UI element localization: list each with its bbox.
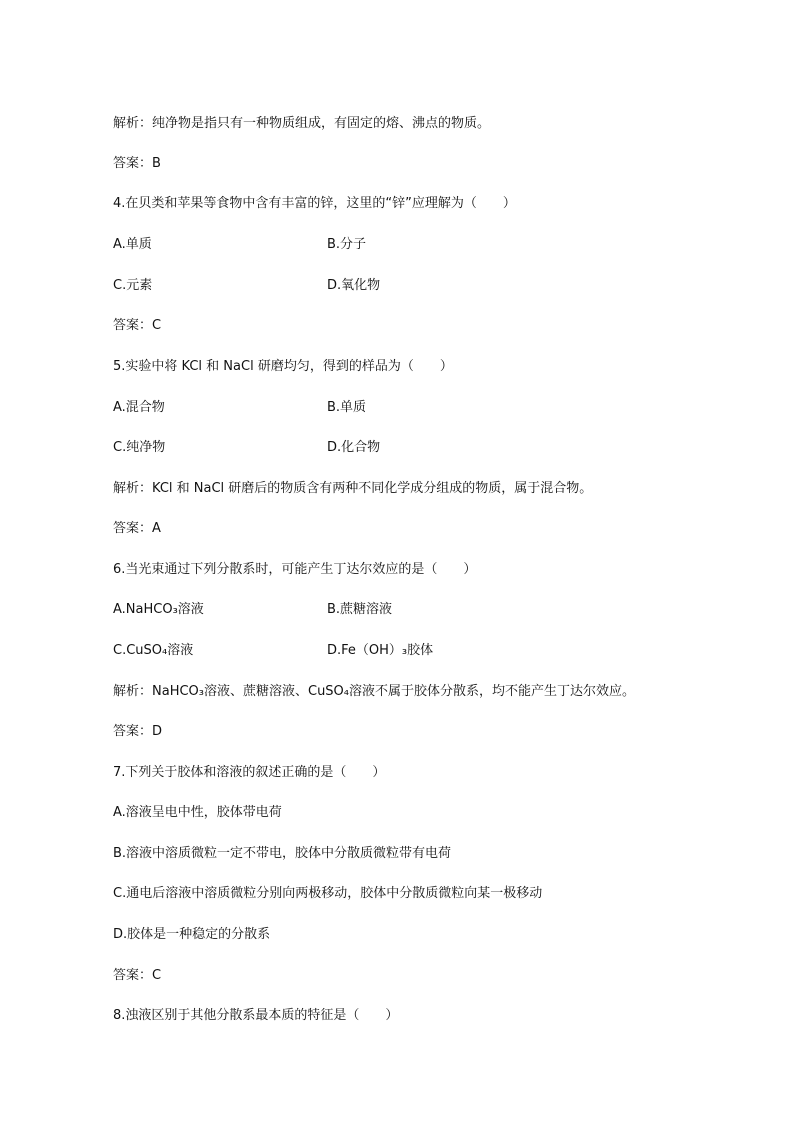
q7-option-d: D.胶体是一种稳定的分散系 [113, 927, 271, 942]
q4-option-c: C.元素 [113, 278, 153, 293]
q4-stem: 4.在贝类和苹果等食物中含有丰富的锌，这里的“锌”应理解为（ ） [113, 196, 516, 211]
q4-option-b: B.分子 [327, 237, 367, 252]
q6-option-c: C.CuSO₄溶液 [113, 643, 194, 658]
q6-option-a: A.NaHCO₃溶液 [113, 602, 204, 617]
q7-answer: 答案：C [113, 968, 162, 983]
q6-option-d: D.Fe（OH）₃胶体 [327, 643, 434, 658]
q5-option-c: C.纯净物 [113, 440, 166, 455]
q3-answer: 答案：B [113, 156, 161, 171]
q6-stem: 6.当光束通过下列分散系时，可能产生丁达尔效应的是（ ） [113, 562, 477, 577]
q5-answer: 答案：A [113, 521, 161, 536]
q4-option-d: D.氧化物 [327, 278, 381, 293]
q6-explanation: 解析：NaHCO₃溶液、蔗糖溶液、CuSO₄溶液不属于胶体分散系，均不能产生丁达尔效应。 [113, 684, 635, 699]
q5-option-a: A.混合物 [113, 400, 165, 415]
q7-option-c: C.通电后溶液中溶质微粒分别向两极移动，胶体中分散质微粒向某一极移动 [113, 886, 543, 901]
q5-stem: 5.实验中将 KCl 和 NaCl 研磨均匀，得到的样品为（ ） [113, 359, 453, 374]
q4-option-a: A.单质 [113, 237, 152, 252]
q5-explanation: 解析：KCl 和 NaCl 研磨后的物质含有两种不同化学成分组成的物质，属于混合物。 [113, 481, 593, 496]
q7-stem: 7.下列关于胶体和溶液的叙述正确的是（ ） [113, 765, 386, 780]
q6-option-b: B.蔗糖溶液 [327, 602, 393, 617]
q8-stem: 8.浊液区别于其他分散系最本质的特征是（ ） [113, 1008, 399, 1023]
q6-answer: 答案：D [113, 724, 163, 739]
q4-answer: 答案：C [113, 318, 162, 333]
q3-explanation: 解析：纯净物是指只有一种物质组成，有固定的熔、沸点的物质。 [113, 116, 491, 131]
q7-option-b: B.溶液中溶质微粒一定不带电，胶体中分散质微粒带有电荷 [113, 846, 452, 861]
q5-option-b: B.单质 [327, 400, 367, 415]
q7-option-a: A.溶液呈电中性，胶体带电荷 [113, 805, 282, 820]
q5-option-d: D.化合物 [327, 440, 381, 455]
